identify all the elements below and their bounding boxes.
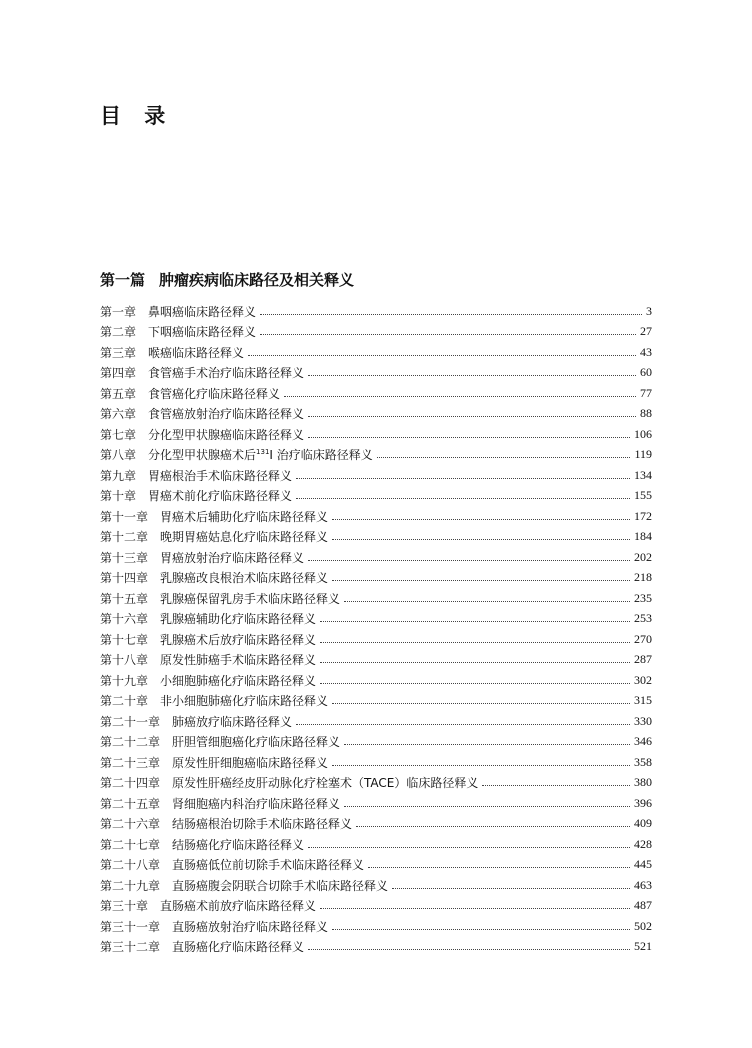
chapter-number: 第三十一章 [100,919,161,934]
toc-entry[interactable] [100,896,652,917]
part-title: 肿瘤疾病临床路径及相关释义 [159,271,355,289]
chapter-number: 第十七章 [100,632,149,647]
toc-entry[interactable] [100,711,652,732]
chapter-title: 原发性肝细胞癌临床路径释义 [172,755,329,770]
chapter-title: 喉癌临床路径释义 [148,345,245,360]
chapter-number: 第七章 [100,427,137,442]
toc-entry[interactable] [100,363,652,384]
chapter-title: 鼻咽癌临床路径释义 [148,304,257,319]
chapter-number: 第三章 [100,345,137,360]
chapter-title: 结肠癌根治切除手术临床路径释义 [172,817,353,832]
page-number: 218 [634,570,652,585]
dot-leader [368,867,630,868]
chapter-title: 直肠癌腹会阴联合切除手术临床路径释义 [172,878,389,893]
chapter-title: 乳腺癌保留乳房手术临床路径释义 [160,591,341,606]
toc-entry[interactable] [100,322,652,343]
page-number: 380 [634,775,652,790]
chapter-title: 直肠癌低位前切除手术临床路径释义 [172,858,365,873]
dot-leader [320,908,630,909]
dot-leader [356,826,630,827]
dot-leader [296,724,630,725]
chapter-title: 食管癌放射治疗临床路径释义 [148,407,305,422]
toc-entry[interactable] [100,691,652,712]
dot-leader [332,929,630,930]
page-number: 521 [634,939,652,954]
dot-leader [320,642,630,643]
page-number: 487 [634,898,652,913]
chapter-number: 第二十九章 [100,878,161,893]
chapter-number: 第二十六章 [100,817,161,832]
toc-entry[interactable] [100,629,652,650]
chapter-number: 第五章 [100,386,137,401]
chapter-title: 胃癌术前化疗临床路径释义 [148,489,293,504]
page-number: 119 [634,447,652,462]
chapter-number: 第十一章 [100,509,149,524]
dot-leader [332,580,630,581]
chapter-number: 第二十五章 [100,796,161,811]
chapter-title: 胃癌术后辅助化疗临床路径释义 [160,509,329,524]
chapter-title: 食管癌化疗临床路径释义 [148,386,281,401]
dot-leader [320,662,630,663]
chapter-number: 第二十一章 [100,714,161,729]
page-number: 445 [634,857,652,872]
page-number: 302 [634,672,652,687]
page-number: 330 [634,713,652,728]
page-number: 253 [634,611,652,626]
page-number: 43 [640,344,652,359]
chapter-title: 原发性肺癌手术临床路径释义 [160,653,317,668]
page-number: 358 [634,754,652,769]
dot-leader [284,396,636,397]
dot-leader [308,847,630,848]
page-number: 3 [646,303,652,318]
page-number: 77 [640,385,652,400]
dot-leader [308,949,630,950]
dot-leader [260,314,642,315]
page-number: 155 [634,488,652,503]
page-title: 目 录 [100,104,174,128]
dot-leader [248,355,636,356]
page-number: 409 [634,816,652,831]
toc-entry[interactable] [100,875,652,896]
page-number: 235 [634,590,652,605]
dot-leader [482,785,630,786]
part-heading [100,269,652,290]
chapter-title: 肾细胞癌内科治疗临床路径释义 [172,796,341,811]
dot-leader [377,457,631,458]
page-number: 463 [634,877,652,892]
chapter-title: 胃癌放射治疗临床路径释义 [160,550,305,565]
chapter-title: 直肠癌术前放疗临床路径释义 [160,899,317,914]
page-number: 502 [634,918,652,933]
chapter-number: 第十二章 [100,530,149,545]
toc-entry[interactable] [100,465,652,486]
toc-entry[interactable] [100,670,652,691]
chapter-title: 乳腺癌改良根治术临床路径释义 [160,571,329,586]
chapter-title: 乳腺癌辅助化疗临床路径释义 [160,612,317,627]
chapter-number: 第二十七章 [100,837,161,852]
page-number: 346 [634,734,652,749]
toc-entry[interactable] [100,814,652,835]
toc-entry[interactable] [100,650,652,671]
toc-entry[interactable] [100,937,652,958]
page-number: 27 [640,324,652,339]
chapter-number: 第六章 [100,407,137,422]
chapter-title [148,446,373,463]
toc-entry[interactable] [100,486,652,507]
page-number: 134 [634,467,652,482]
toc-entry[interactable] [100,773,652,794]
chapter-title: 非小细胞肺癌化疗临床路径释义 [160,694,329,709]
isotope-superscript: 131 [256,448,270,457]
chapter-number: 第一章 [100,304,137,319]
table-of-contents [100,301,652,957]
toc-entry[interactable] [100,445,652,466]
dot-leader [308,437,630,438]
dot-leader [308,560,630,561]
page-number: 184 [634,529,652,544]
chapter-title: 乳腺癌术后放疗临床路径释义 [160,632,317,647]
chapter-number: 第十四章 [100,571,149,586]
dot-leader [344,744,630,745]
dot-leader [320,621,630,622]
page-number: 106 [634,426,652,441]
dot-leader [296,498,630,499]
chapter-number: 第二十二章 [100,735,161,750]
toc-entry[interactable] [100,834,652,855]
dot-leader [308,416,636,417]
chapter-number: 第三十二章 [100,940,161,955]
toc-entry[interactable] [100,342,652,363]
chapter-number: 第二十三章 [100,755,161,770]
toc-entry[interactable] [100,506,652,527]
page-number: 396 [634,795,652,810]
chapter-number: 第十三章 [100,550,149,565]
toc-entry[interactable] [100,404,652,425]
chapter-title: 小细胞肺癌化疗临床路径释义 [160,673,317,688]
chapter-title: 食管癌手术治疗临床路径释义 [148,366,305,381]
toc-entry[interactable] [100,383,652,404]
chapter-number: 第十六章 [100,612,149,627]
toc-entry[interactable] [100,916,652,937]
chapter-title: 晚期胃癌姑息化疗临床路径释义 [160,530,329,545]
page-number: 60 [640,365,652,380]
page-number: 315 [634,693,652,708]
chapter-title: 下咽癌临床路径释义 [148,325,257,340]
chapter-number: 第十九章 [100,673,149,688]
chapter-number: 第十八章 [100,653,149,668]
toc-entry[interactable] [100,855,652,876]
dot-leader [260,334,636,335]
dot-leader [332,765,630,766]
toc-entry[interactable] [100,547,652,568]
chapter-number: 第四章 [100,366,137,381]
dot-leader [344,806,630,807]
dot-leader [296,478,630,479]
chapter-title: 肺癌放疗临床路径释义 [172,714,293,729]
part-number: 第一篇 [100,271,146,289]
dot-leader [344,601,630,602]
chapter-number: 第九章 [100,468,137,483]
toc-entry[interactable] [100,752,652,773]
chapter-title-part: I 治疗临床路径释义 [269,448,373,463]
chapter-number: 第二十四章 [100,776,161,791]
chapter-number: 第十章 [100,489,137,504]
toc-entry[interactable] [100,424,652,445]
dot-leader [332,703,630,704]
chapter-title: 直肠癌化疗临床路径释义 [172,940,305,955]
page-number: 287 [634,652,652,667]
toc-entry[interactable] [100,568,652,589]
chapter-title: 结肠癌化疗临床路径释义 [172,837,305,852]
page-number: 270 [634,631,652,646]
chapter-title: 直肠癌放射治疗临床路径释义 [172,919,329,934]
dot-leader [332,539,630,540]
toc-entry[interactable] [100,527,652,548]
toc-entry[interactable] [100,609,652,630]
chapter-number: 第八章 [100,448,137,463]
chapter-number: 第二十八章 [100,858,161,873]
dot-leader [308,375,636,376]
dot-leader [320,683,630,684]
chapter-title: 分化型甲状腺癌临床路径释义 [148,427,305,442]
dot-leader [332,519,630,520]
page-number: 428 [634,836,652,851]
chapter-title: 原发性肝癌经皮肝动脉化疗栓塞术（TACE）临床路径释义 [172,776,479,791]
chapter-title: 肝胆管细胞癌化疗临床路径释义 [172,735,341,750]
chapter-title-part: 分化型甲状腺癌术后 [148,448,257,463]
chapter-number: 第十五章 [100,591,149,606]
toc-entry[interactable] [100,301,652,322]
dot-leader [392,888,630,889]
chapter-title: 胃癌根治手术临床路径释义 [148,468,293,483]
chapter-number: 第三十章 [100,899,149,914]
chapter-number: 第二十章 [100,694,149,709]
toc-entry[interactable] [100,588,652,609]
page-number: 202 [634,549,652,564]
page-number: 172 [634,508,652,523]
toc-entry[interactable] [100,732,652,753]
chapter-number: 第二章 [100,325,137,340]
page-number: 88 [640,406,652,421]
toc-entry[interactable] [100,793,652,814]
